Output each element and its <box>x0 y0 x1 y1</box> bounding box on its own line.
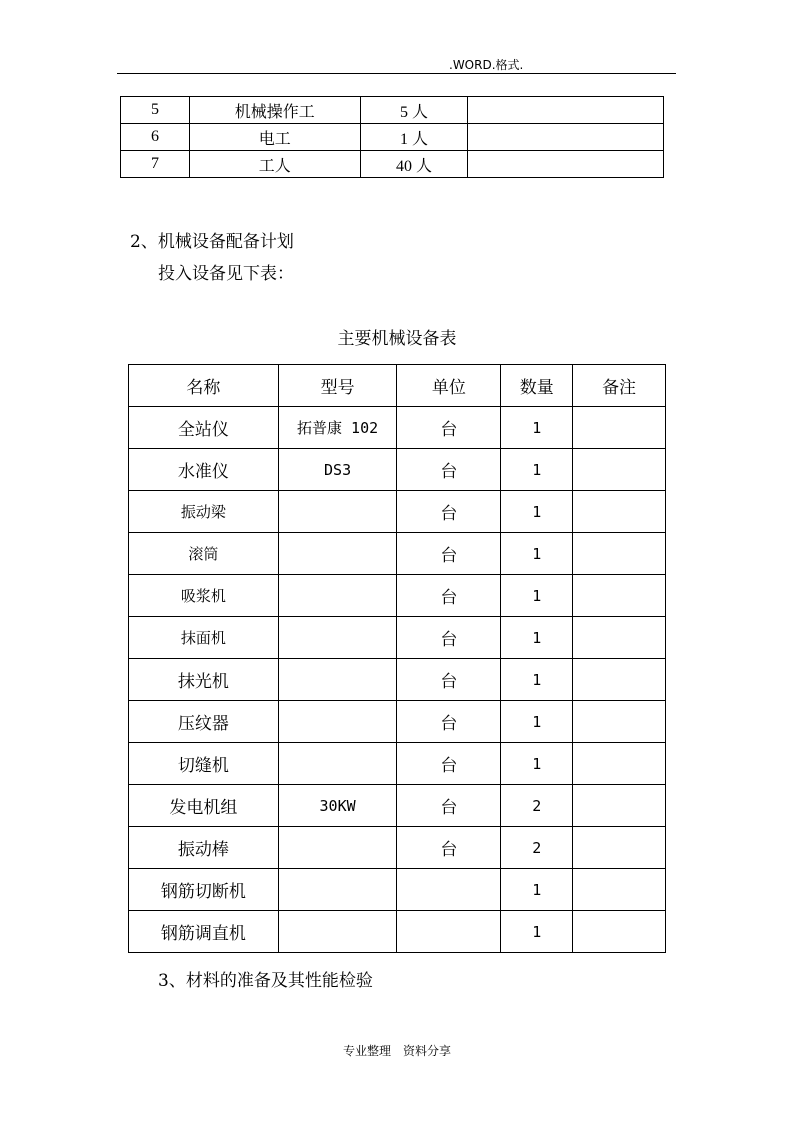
equipment-model <box>278 491 397 533</box>
equipment-name: 发电机组 <box>129 785 279 827</box>
table-row <box>129 491 666 533</box>
table-row <box>129 869 666 911</box>
table-row <box>129 407 666 449</box>
table-row <box>121 124 664 151</box>
equipment-name: 钢筋切断机 <box>129 869 279 911</box>
equipment-qty: 2 <box>501 785 573 827</box>
equipment-unit: 台 <box>397 659 501 701</box>
equipment-model <box>278 869 397 911</box>
staff-count: 1 人 <box>360 124 468 151</box>
staff-no: 5 <box>121 97 190 124</box>
header-unit: 单位 <box>397 365 501 407</box>
table-row <box>129 617 666 659</box>
header-qty: 数量 <box>501 365 573 407</box>
equipment-note <box>573 701 666 743</box>
equipment-unit: 台 <box>397 449 501 491</box>
equipment-note <box>573 743 666 785</box>
table-row <box>129 827 666 869</box>
equipment-qty: 1 <box>501 869 573 911</box>
equipment-model: 30KW <box>278 785 397 827</box>
equipment-note <box>573 869 666 911</box>
staff-note <box>468 124 664 151</box>
staff-role: 电工 <box>189 124 360 151</box>
equipment-model <box>278 743 397 785</box>
table-row <box>129 659 666 701</box>
page-footer <box>0 1042 794 1059</box>
header-rule <box>117 73 676 74</box>
equipment-note <box>573 617 666 659</box>
equipment-name: 全站仪 <box>129 407 279 449</box>
equipment-note <box>573 911 666 953</box>
header-model: 型号 <box>278 365 397 407</box>
equipment-table <box>128 364 666 953</box>
equipment-name: 振动梁 <box>129 491 279 533</box>
equipment-unit: 台 <box>397 827 501 869</box>
staff-table <box>120 96 664 178</box>
equipment-name: 吸浆机 <box>129 575 279 617</box>
table-row <box>129 743 666 785</box>
table-row <box>129 785 666 827</box>
equipment-note <box>573 575 666 617</box>
footer-left: 专业整理 <box>342 1044 391 1058</box>
header-name: 名称 <box>129 365 279 407</box>
equipment-model <box>278 701 397 743</box>
equipment-qty: 1 <box>501 743 573 785</box>
equipment-qty: 1 <box>501 659 573 701</box>
equipment-qty: 1 <box>501 533 573 575</box>
equipment-unit: 台 <box>397 785 501 827</box>
equipment-qty: 1 <box>501 407 573 449</box>
equipment-name: 压纹器 <box>129 701 279 743</box>
equipment-model <box>278 659 397 701</box>
table-row <box>121 97 664 124</box>
staff-count: 5 人 <box>360 97 468 124</box>
header-note: 备注 <box>573 365 666 407</box>
equipment-qty: 1 <box>501 701 573 743</box>
equipment-name: 滚筒 <box>129 533 279 575</box>
equipment-qty: 1 <box>501 575 573 617</box>
equipment-model: 拓普康 102 <box>278 407 397 449</box>
section2-heading: 2、机械设备配备计划 <box>130 232 294 252</box>
equipment-model: DS3 <box>278 449 397 491</box>
staff-no: 6 <box>121 124 190 151</box>
equipment-qty: 1 <box>501 449 573 491</box>
equipment-unit: 台 <box>397 491 501 533</box>
section2-intro: 投入设备见下表： <box>158 264 294 284</box>
staff-no: 7 <box>121 151 190 178</box>
staff-count: 40 人 <box>360 151 468 178</box>
equipment-note <box>573 533 666 575</box>
equipment-note <box>573 449 666 491</box>
footer-right: 资料分享 <box>403 1044 452 1058</box>
equipment-name: 水准仪 <box>129 449 279 491</box>
equipment-unit: 台 <box>397 575 501 617</box>
equipment-model <box>278 533 397 575</box>
equipment-qty: 1 <box>501 911 573 953</box>
staff-role: 机械操作工 <box>189 97 360 124</box>
table-row <box>129 533 666 575</box>
equipment-model <box>278 575 397 617</box>
equipment-name: 钢筋调直机 <box>129 911 279 953</box>
table-row <box>129 449 666 491</box>
equipment-unit <box>397 869 501 911</box>
equipment-qty: 1 <box>501 617 573 659</box>
equipment-name: 抹光机 <box>129 659 279 701</box>
equipment-table-title: 主要机械设备表 <box>337 329 457 349</box>
staff-note <box>468 151 664 178</box>
table-row <box>129 575 666 617</box>
section3-heading: 3、材料的准备及其性能检验 <box>158 971 373 991</box>
equipment-unit: 台 <box>397 533 501 575</box>
equipment-qty: 1 <box>501 491 573 533</box>
equipment-unit: 台 <box>397 743 501 785</box>
equipment-name: 抹面机 <box>129 617 279 659</box>
equipment-note <box>573 407 666 449</box>
table-row <box>129 701 666 743</box>
table-row <box>129 911 666 953</box>
equipment-note <box>573 491 666 533</box>
page-header-text: .WORD.格式. <box>449 58 524 72</box>
equipment-qty: 2 <box>501 827 573 869</box>
equipment-name: 切缝机 <box>129 743 279 785</box>
equipment-note <box>573 659 666 701</box>
table-row <box>121 151 664 178</box>
table-header-row <box>129 365 666 407</box>
equipment-unit: 台 <box>397 407 501 449</box>
equipment-model <box>278 617 397 659</box>
equipment-note <box>573 785 666 827</box>
staff-note <box>468 97 664 124</box>
equipment-name: 振动棒 <box>129 827 279 869</box>
equipment-model <box>278 911 397 953</box>
equipment-model <box>278 827 397 869</box>
equipment-note <box>573 827 666 869</box>
equipment-unit: 台 <box>397 617 501 659</box>
staff-role: 工人 <box>189 151 360 178</box>
equipment-unit <box>397 911 501 953</box>
equipment-unit: 台 <box>397 701 501 743</box>
